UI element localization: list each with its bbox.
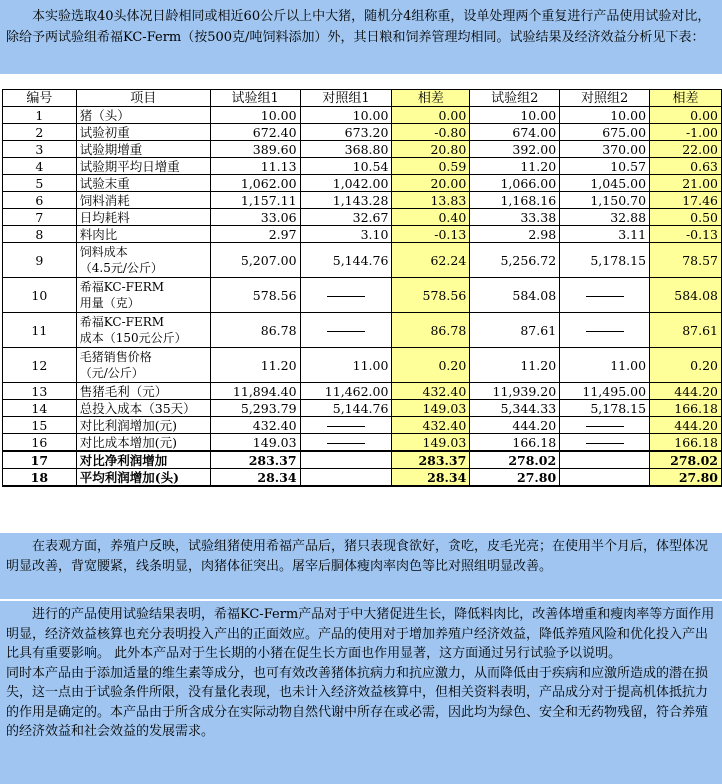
cell-test1: 1,157.11 (210, 192, 300, 209)
cell-test1: 11.13 (210, 158, 300, 175)
cell-control1: 1,042.00 (300, 175, 392, 192)
table-row (3, 313, 722, 348)
row-number: 15 (3, 417, 77, 434)
cell-control2 (560, 417, 650, 434)
performance-section (0, 533, 722, 599)
cell-test2: 11,939.20 (470, 383, 560, 400)
cell-diff2: 0.50 (650, 209, 722, 226)
cell-test1: 672.40 (210, 124, 300, 141)
cell-diff2: 166.18 (650, 434, 722, 452)
cell-test2: 444.20 (470, 417, 560, 434)
performance-paragraph: 在表观方面，养殖户反映，试验组猪使用希福产品后，猪只表现食欲好，贪吃，皮毛光亮；在使用半个月后，体型体况明显改善，背宽腰紧，线条明显，肉猪体征突出。屠宰后胴体瘦肉率肉色等比对照组明显改善。 (6, 539, 709, 574)
cell-diff1: 432.40 (392, 417, 470, 434)
row-item: 猪（头） (76, 107, 210, 124)
cell-control1: 10.54 (300, 158, 392, 175)
not-applicable-dash (327, 443, 365, 444)
cell-test2: 11.20 (470, 348, 560, 383)
cell-diff1: 0.00 (392, 107, 470, 124)
cell-test2: 10.00 (470, 107, 560, 124)
intro-paragraph: 本实验选取40头体况日龄相同或相近60公斤以上中大猪，随机分4组称重，设单处理两个重复进行产品使用试验对比，除给予两试验组希福KC-Ferm（按500克/吨饲料添加）外，其日粮和饲养管理均相同。试验结果及经济效益分析见下表： (0, 0, 722, 74)
cell-control2: 3.11 (560, 226, 650, 243)
cell-test1: 2.97 (210, 226, 300, 243)
cell-test2: 5,344.33 (470, 400, 560, 417)
cell-control1: 368.80 (300, 141, 392, 158)
table-row (3, 278, 722, 313)
cell-diff1: 28.34 (392, 469, 470, 487)
cell-test1: 11,894.40 (210, 383, 300, 400)
row-item: 试验初重 (76, 124, 210, 141)
row-item: 日均耗料 (76, 209, 210, 226)
cell-control2: 370.00 (560, 141, 650, 158)
conclusion-section (0, 601, 722, 784)
table-row (3, 226, 722, 243)
row-item: 对比成本增加(元) (76, 434, 210, 452)
cell-control1 (300, 278, 392, 313)
header-item: 项目 (76, 90, 210, 107)
header-diff2: 相差 (650, 90, 722, 107)
cell-test1: 149.03 (210, 434, 300, 452)
cell-diff1: 149.03 (392, 400, 470, 417)
cell-diff2: 166.18 (650, 400, 722, 417)
cell-diff2: 444.20 (650, 383, 722, 400)
row-item: 平均利润增加(头) (76, 469, 210, 487)
row-number: 9 (3, 243, 77, 278)
not-applicable-dash (586, 331, 624, 332)
row-item: 饲料消耗 (76, 192, 210, 209)
not-applicable-dash (586, 296, 624, 297)
table-row (3, 383, 722, 400)
cell-control2: 1,045.00 (560, 175, 650, 192)
cell-test1: 5,293.79 (210, 400, 300, 417)
header-test2: 试验组2 (470, 90, 560, 107)
cell-control2: 10.57 (560, 158, 650, 175)
row-number: 5 (3, 175, 77, 192)
table-row (3, 175, 722, 192)
table-row (3, 400, 722, 417)
header-test1: 试验组1 (210, 90, 300, 107)
cell-control1: 1,143.28 (300, 192, 392, 209)
table-row (3, 141, 722, 158)
row-number: 2 (3, 124, 77, 141)
table-row (3, 192, 722, 209)
cell-control1: 11,462.00 (300, 383, 392, 400)
cell-test1: 11.20 (210, 348, 300, 383)
row-item-line1: 毛猪销售价格 (79, 350, 152, 364)
cell-diff2: 278.02 (650, 451, 722, 469)
row-item (76, 278, 210, 313)
table-row (3, 434, 722, 452)
cell-control2: 10.00 (560, 107, 650, 124)
cell-test1: 10.00 (210, 107, 300, 124)
results-table (2, 89, 722, 487)
row-item-line2: （4.5元/公斤） (79, 261, 163, 275)
cell-test2: 5,256.72 (470, 243, 560, 278)
table-header-row (3, 90, 722, 107)
cell-test2: 2.98 (470, 226, 560, 243)
cell-control1 (300, 451, 392, 469)
cell-test1: 5,207.00 (210, 243, 300, 278)
table-row (3, 469, 722, 487)
not-applicable-dash (586, 426, 624, 427)
cell-diff1: 578.56 (392, 278, 470, 313)
cell-control2: 5,178.15 (560, 243, 650, 278)
row-number: 10 (3, 278, 77, 313)
row-number: 12 (3, 348, 77, 383)
not-applicable-dash (586, 443, 624, 444)
cell-control1: 3.10 (300, 226, 392, 243)
row-item-line2: （元/公斤） (79, 366, 144, 380)
cell-control1: 10.00 (300, 107, 392, 124)
row-item-line2: 用量（克） (79, 296, 140, 310)
row-item: 总投入成本（35天） (76, 400, 210, 417)
cell-control1: 5,144.76 (300, 243, 392, 278)
table-row (3, 451, 722, 469)
row-item: 试验期增重 (76, 141, 210, 158)
row-item-line1: 希福KC-FERM (79, 315, 165, 329)
cell-diff1: 149.03 (392, 434, 470, 452)
cell-test1: 33.06 (210, 209, 300, 226)
cell-test2: 1,066.00 (470, 175, 560, 192)
cell-diff2: 27.80 (650, 469, 722, 487)
row-number: 1 (3, 107, 77, 124)
cell-test2: 87.61 (470, 313, 560, 348)
cell-diff1: 432.40 (392, 383, 470, 400)
cell-control1: 5,144.76 (300, 400, 392, 417)
header-diff1: 相差 (392, 90, 470, 107)
cell-diff2: 22.00 (650, 141, 722, 158)
cell-control2: 11,495.00 (560, 383, 650, 400)
row-number: 11 (3, 313, 77, 348)
cell-test1: 389.60 (210, 141, 300, 158)
cell-diff2: 78.57 (650, 243, 722, 278)
cell-control2: 675.00 (560, 124, 650, 141)
row-item (76, 313, 210, 348)
cell-diff2: 87.61 (650, 313, 722, 348)
table-row (3, 417, 722, 434)
cell-test1: 283.37 (210, 451, 300, 469)
row-number: 4 (3, 158, 77, 175)
cell-control1 (300, 434, 392, 452)
not-applicable-dash (327, 426, 365, 427)
cell-control1 (300, 469, 392, 487)
cell-diff2: 584.08 (650, 278, 722, 313)
cell-control2 (560, 313, 650, 348)
row-number: 3 (3, 141, 77, 158)
cell-control1: 673.20 (300, 124, 392, 141)
row-item: 料肉比 (76, 226, 210, 243)
row-number: 6 (3, 192, 77, 209)
cell-diff2: 0.00 (650, 107, 722, 124)
conclusion-paragraph-1: 进行的产品使用试验结果表明，希福KC-Ferm产品对于中大猪促进生长，降低料肉比，改善体增重和瘦肉率等方面作用明显，经济效益核算也充分表明投入产出的正面效应。产品的使用对于增加养殖户经济效益，降低养殖风险和优化投入产出比具有重要影响。 此外本产品对于生长期的小猪在促生长方面也作用显著，这方面通过另行试验予以说明。 (6, 607, 715, 661)
cell-diff1: 0.40 (392, 209, 470, 226)
cell-test2: 1,168.16 (470, 192, 560, 209)
cell-diff1: 0.59 (392, 158, 470, 175)
header-control1: 对照组1 (300, 90, 392, 107)
header-no: 编号 (3, 90, 77, 107)
cell-control2: 1,150.70 (560, 192, 650, 209)
header-control2: 对照组2 (560, 90, 650, 107)
cell-diff2: -0.13 (650, 226, 722, 243)
not-applicable-dash (327, 331, 365, 332)
cell-test2: 392.00 (470, 141, 560, 158)
row-item: 试验期平均日增重 (76, 158, 210, 175)
cell-diff1: 62.24 (392, 243, 470, 278)
cell-control2 (560, 278, 650, 313)
row-item (76, 243, 210, 278)
cell-test2: 27.80 (470, 469, 560, 487)
table-row (3, 107, 722, 124)
cell-test2: 33.38 (470, 209, 560, 226)
cell-test2: 674.00 (470, 124, 560, 141)
cell-control2: 5,178.15 (560, 400, 650, 417)
cell-diff1: 0.20 (392, 348, 470, 383)
cell-diff2: -1.00 (650, 124, 722, 141)
cell-test1: 28.34 (210, 469, 300, 487)
cell-test2: 166.18 (470, 434, 560, 452)
cell-diff2: 0.63 (650, 158, 722, 175)
cell-diff1: 283.37 (392, 451, 470, 469)
table-row (3, 209, 722, 226)
cell-test2: 584.08 (470, 278, 560, 313)
table-row (3, 243, 722, 278)
cell-control2: 11.00 (560, 348, 650, 383)
row-number: 14 (3, 400, 77, 417)
cell-test2: 11.20 (470, 158, 560, 175)
cell-control2 (560, 434, 650, 452)
cell-control2: 32.88 (560, 209, 650, 226)
cell-test1: 1,062.00 (210, 175, 300, 192)
cell-diff2: 21.00 (650, 175, 722, 192)
cell-control2 (560, 469, 650, 487)
row-item-line2: 成本（150元公斤） (79, 331, 187, 345)
cell-diff1: 13.83 (392, 192, 470, 209)
cell-diff1: 86.78 (392, 313, 470, 348)
cell-diff2: 444.20 (650, 417, 722, 434)
row-number: 7 (3, 209, 77, 226)
not-applicable-dash (327, 296, 365, 297)
cell-diff1: -0.80 (392, 124, 470, 141)
cell-control1 (300, 313, 392, 348)
cell-control1: 11.00 (300, 348, 392, 383)
row-number: 16 (3, 434, 77, 452)
row-item-line1: 希福KC-FERM (79, 280, 165, 294)
cell-diff2: 17.46 (650, 192, 722, 209)
cell-test2: 278.02 (470, 451, 560, 469)
row-item: 试验末重 (76, 175, 210, 192)
cell-test1: 432.40 (210, 417, 300, 434)
cell-control2 (560, 451, 650, 469)
row-number: 17 (3, 451, 77, 469)
table-row (3, 124, 722, 141)
table-row (3, 348, 722, 383)
row-item: 对比净利润增加 (76, 451, 210, 469)
table-row (3, 158, 722, 175)
conclusion-paragraph-2: 同时本产品由于添加适量的维生素等成分，也可有效改善猪体抗病力和抗应激力，从而降低由于疾病和应激所造成的潜在损失，这一点由于试验条件所限，没有量化表现，也未计入经济效益核算中，但相关资料表明，产品成分对于提高机体抵抗力的作用是确定的。本产品由于所含成分在实际动物自然代谢中所存在或必需，因此均为绿色、安全和无药物残留，符合养殖的经济效益和社会效益的发展需求。 (6, 665, 709, 739)
cell-diff2: 0.20 (650, 348, 722, 383)
row-item: 对比利润增加(元) (76, 417, 210, 434)
row-number: 13 (3, 383, 77, 400)
cell-test1: 578.56 (210, 278, 300, 313)
row-number: 18 (3, 469, 77, 487)
row-item (76, 348, 210, 383)
cell-control1: 32.67 (300, 209, 392, 226)
row-number: 8 (3, 226, 77, 243)
cell-test1: 86.78 (210, 313, 300, 348)
cell-diff1: 20.80 (392, 141, 470, 158)
cell-control1 (300, 417, 392, 434)
cell-diff1: -0.13 (392, 226, 470, 243)
row-item-line1: 饲料成本 (79, 245, 128, 259)
row-item: 售猪毛利（元） (76, 383, 210, 400)
cell-diff1: 20.00 (392, 175, 470, 192)
